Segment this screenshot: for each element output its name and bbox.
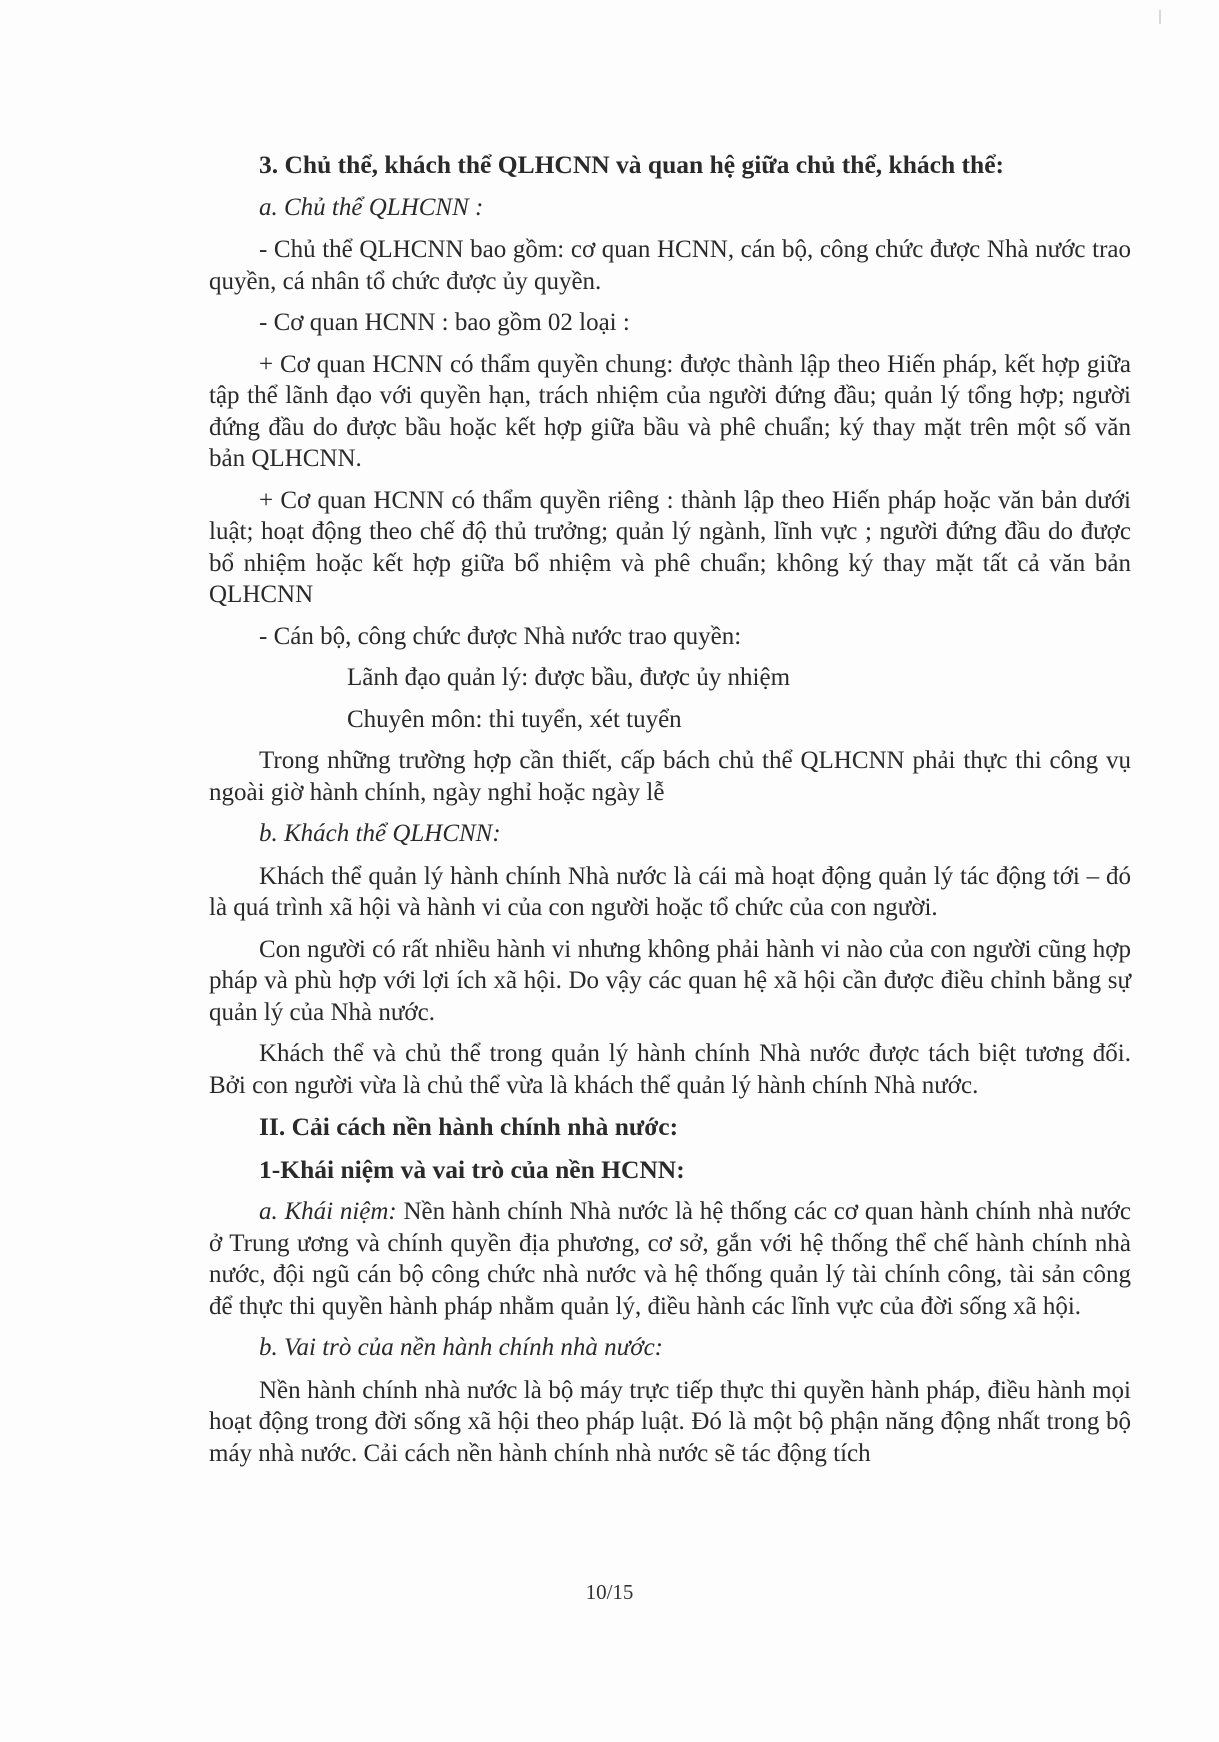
concept-text: Nền hành chính Nhà nước là hệ thống các cơ quan hành chính nhà nước ở Trung ương và chính quyền địa phương, cơ sở, gắn với hệ thống thể chế hành chính nhà nước, đội ngũ cán bộ công chức nhà nước và hệ thống quản lý tài chính công, tài sản công để thực thi quyền hành pháp nhằm quản lý, điều hành các lĩnh vực của đời sống xã hội.	[209, 1198, 1131, 1320]
paragraph: Khách thể quản lý hành chính Nhà nước là cái mà hoạt động quản lý tác động tới – đó là quá trình xã hội và hành vi của con người hoặc tổ chức của con người.	[209, 862, 1131, 921]
paragraph: Con người có rất nhiều hành vi nhưng không phải hành vi nào của con người cũng hợp pháp và phù hợp với lợi ích xã hội. Do vậy các quan hệ xã hội cần được điều chỉnh bằng sự quản lý của Nhà nước.	[209, 935, 1131, 1026]
page-number: 10/15	[585, 1580, 634, 1604]
concept-lead: a. Khái niệm:	[259, 1198, 397, 1225]
paragraph: Trong những trường hợp cần thiết, cấp bách chủ thể QLHCNN phải thực thi công vụ ngoài giờ hành chính, ngày nghỉ hoặc ngày lễ	[209, 747, 1131, 806]
subsection-a-title: a. Chủ thể QLHCNN :	[259, 193, 484, 221]
section-3-heading: 3. Chủ thể, khách thể QLHCNN và quan hệ giữa chủ thể, khách thể:	[259, 150, 1005, 179]
paragraph: - Chủ thể QLHCNN bao gồm: cơ quan HCNN, cán bộ, công chức được Nhà nước trao quyền, cá nhân tổ chức được ủy quyền.	[209, 236, 1131, 295]
document-body	[209, 149, 1131, 1479]
paragraph: Lãnh đạo quản lý: được bầu, được ủy nhiệm	[347, 664, 791, 691]
section-ii-1-heading: 1-Khái niệm và vai trò của nền HCNN:	[259, 1154, 685, 1184]
paragraph: - Cán bộ, công chức được Nhà nước trao quyền:	[259, 622, 742, 650]
subsection-b-title: b. Khách thể QLHCNN:	[259, 820, 501, 847]
paragraph: Khách thể và chủ thể trong quản lý hành chính Nhà nước được tách biệt tương đối. Bởi con người vừa là chủ thể vừa là khách thể quản lý hành chính Nhà nước.	[209, 1040, 1131, 1099]
scan-mark	[1159, 10, 1161, 24]
paragraph: - Cơ quan HCNN : bao gồm 02 loại :	[259, 309, 630, 336]
paragraph: Nền hành chính nhà nước là bộ máy trực tiếp thực thi quyền hành pháp, điều hành mọi hoạt động trong đời sống xã hội theo pháp luật. Đó là một bộ phận năng động nhất trong bộ máy nhà nước. Cải cách nền hành chính nhà nước sẽ tác động tích	[209, 1376, 1131, 1467]
paragraph: + Cơ quan HCNN có thẩm quyền riêng : thành lập theo Hiến pháp hoặc văn bản dưới luật; hoạt động theo chế độ thủ trưởng; quản lý ngành, lĩnh vực ; người đứng đầu do được bổ nhiệm hoặc kết hợp giữa bổ nhiệm và phê chuẩn; không ký thay mặt tất cả văn bản QLHCNN	[209, 486, 1131, 608]
section-ii-heading: II. Cải cách nền hành chính nhà nước:	[259, 1112, 679, 1141]
paragraph: + Cơ quan HCNN có thẩm quyền chung: được thành lập theo Hiến pháp, kết hợp giữa tập thể lãnh đạo với quyền hạn, trách nhiệm của người đứng đầu; quản lý tổng hợp; người đứng đầu do được bầu hoặc kết hợp giữa bầu và phê chuẩn; ký thay mặt trên một số văn bản QLHCNN.	[209, 350, 1131, 472]
subsection-role-title: b. Vai trò của nền hành chính nhà nước:	[259, 1334, 664, 1361]
paragraph: Chuyên môn: thi tuyển, xét tuyển	[347, 705, 682, 733]
paragraph-concept	[209, 1196, 1131, 1322]
